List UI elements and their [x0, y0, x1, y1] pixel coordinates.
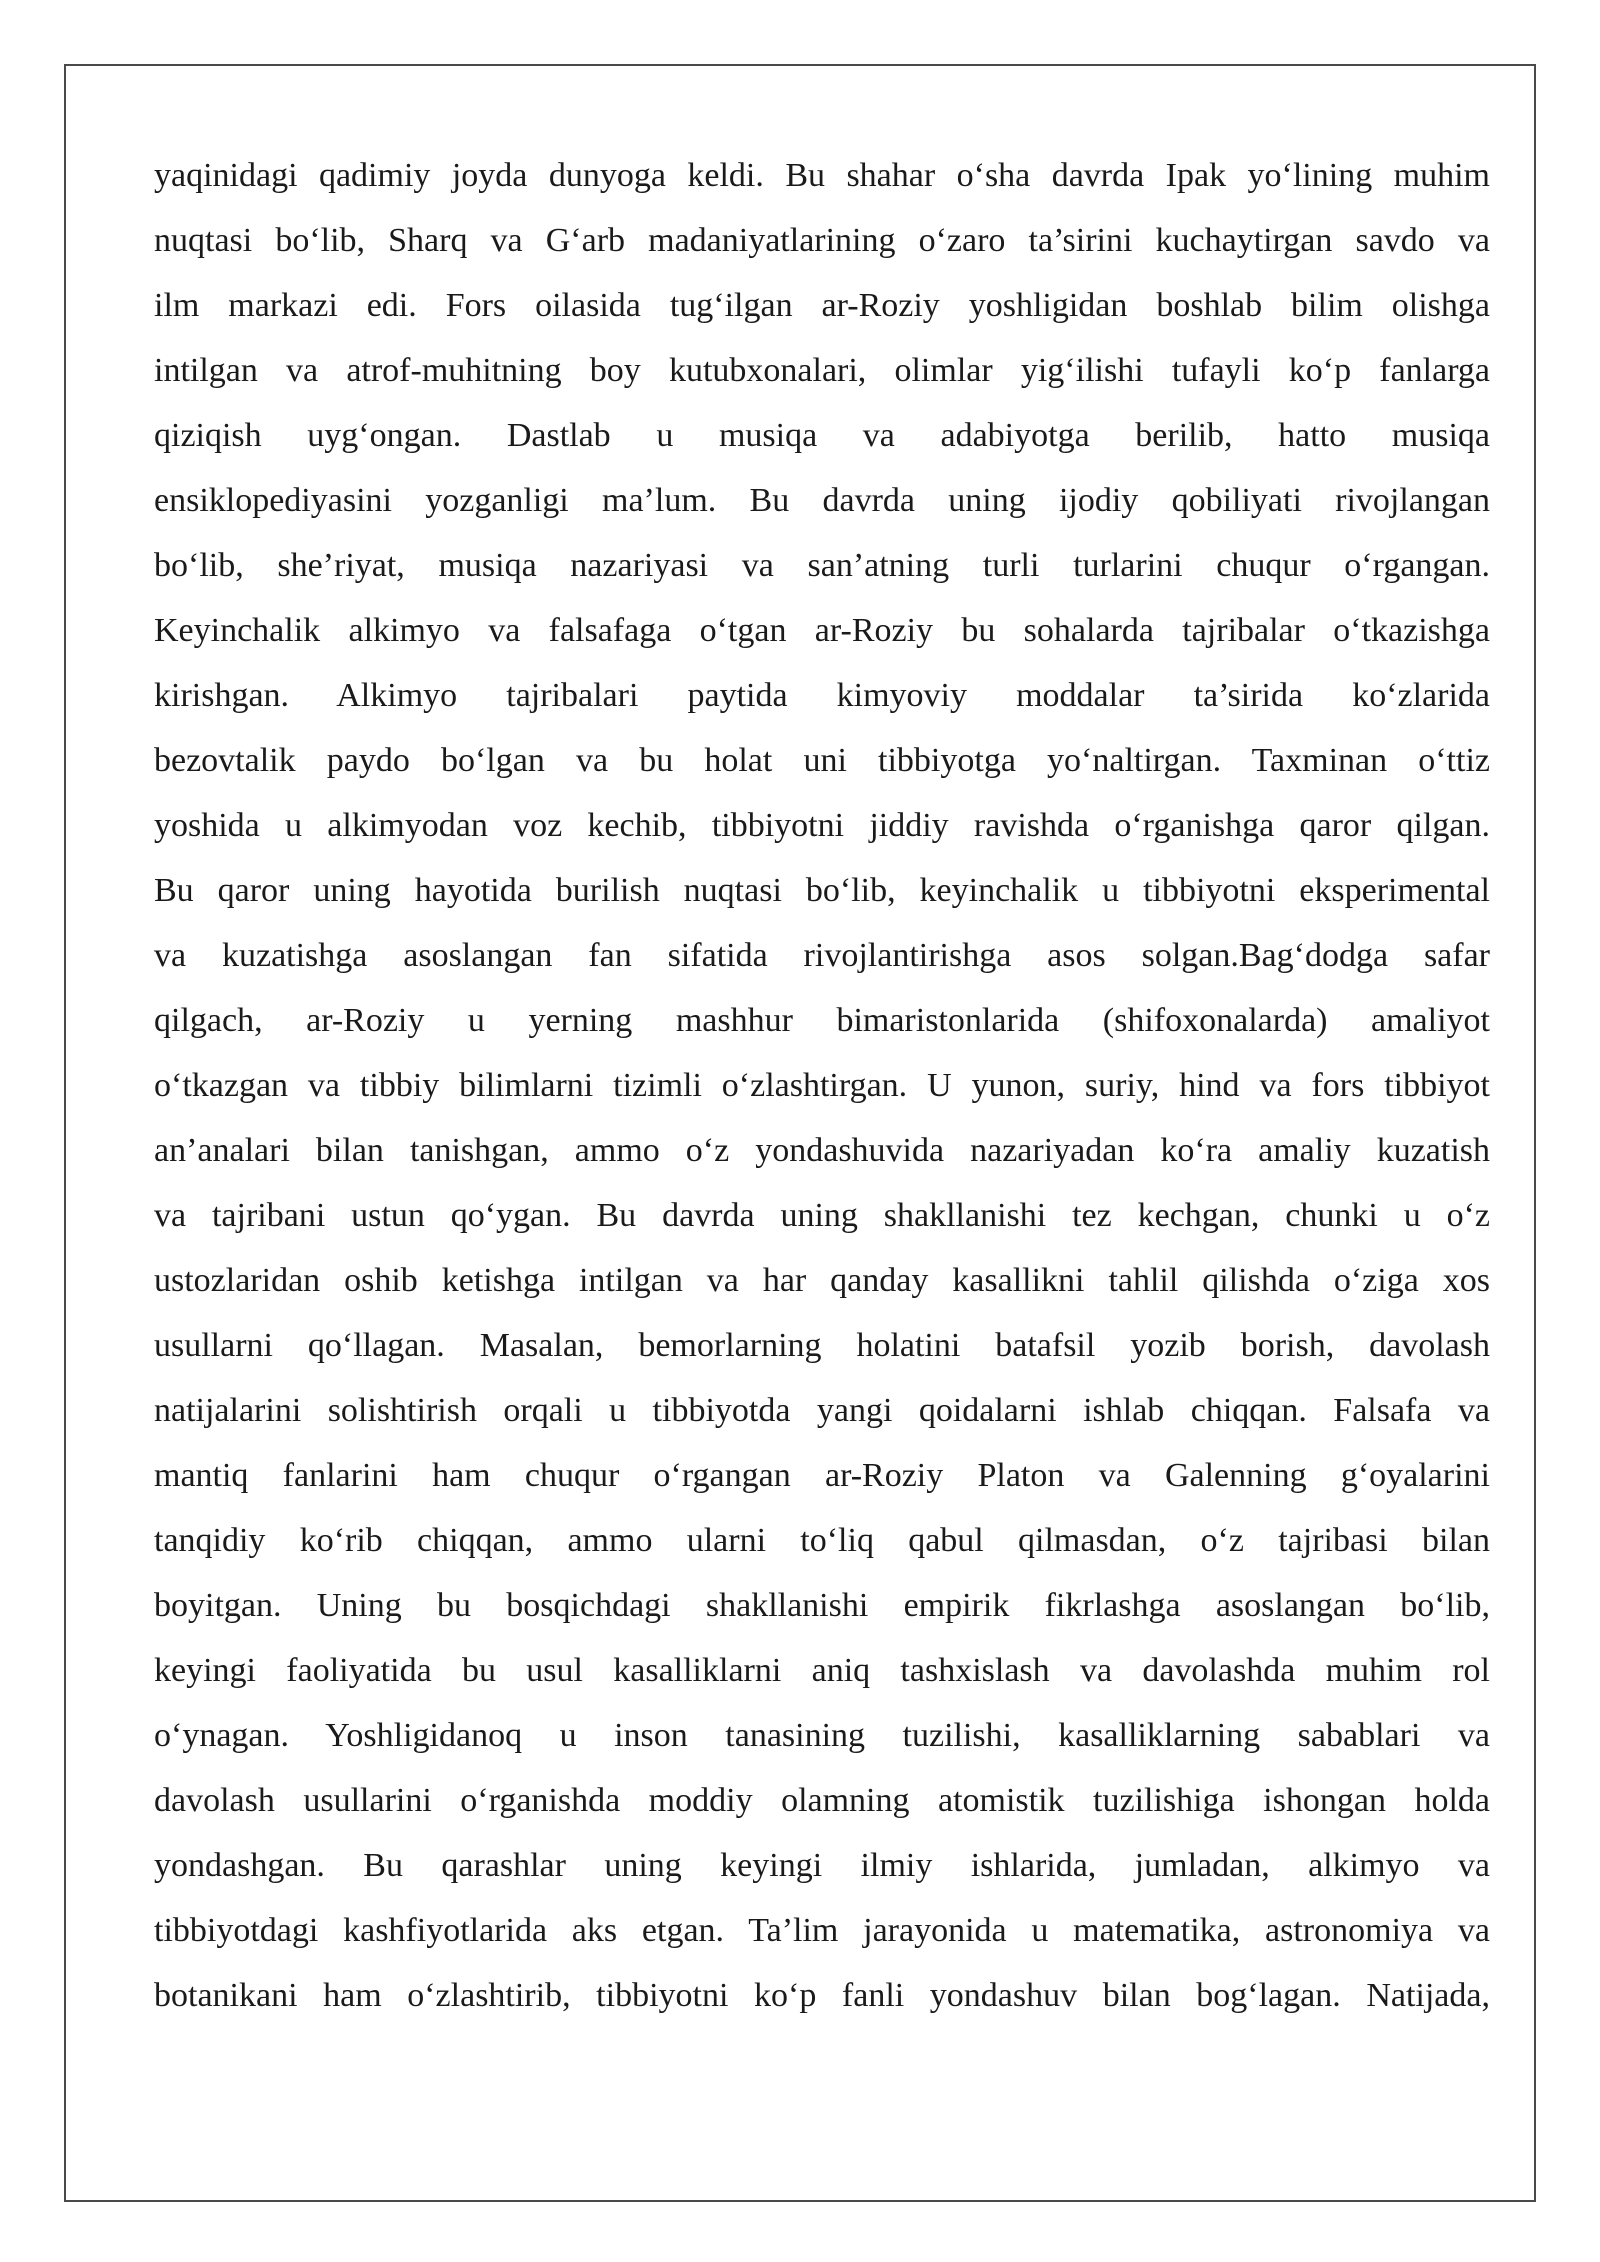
text-line: an’analari bilan tanishgan, ammo o‘z yondashuvida nazariyadan ko‘ra amaliy kuzatish: [154, 1132, 1490, 1169]
text-line: bezovtalik paydo bo‘lgan va bu holat uni tibbiyotga yo‘naltirgan. Taxminan o‘ttiz: [154, 742, 1490, 779]
text-line: o‘tkazgan va tibbiy bilimlarni tizimli o‘zlashtirgan. U yunon, suriy, hind va fors tibbiyot: [154, 1067, 1490, 1104]
text-line: intilgan va atrof-muhitning boy kutubxonalari, olimlar yig‘ilishi tufayli ko‘p fanlarga: [154, 352, 1490, 389]
text-line: boyitgan. Uning bu bosqichdagi shakllanishi empirik fikrlashga asoslangan bo‘lib,: [154, 1587, 1490, 1624]
text-line: mantiq fanlarini ham chuqur o‘rgangan ar-Roziy Platon va Galenning g‘oyalarini: [154, 1457, 1490, 1494]
text-line: botanikani ham o‘zlashtirib, tibbiyotni ko‘p fanli yondashuv bilan bog‘lagan. Natijada,: [154, 1977, 1490, 2014]
text-line: nuqtasi bo‘lib, Sharq va G‘arb madaniyatlarining o‘zaro ta’sirini kuchaytirgan savdo va: [154, 222, 1490, 259]
text-line: va kuzatishga asoslangan fan sifatida rivojlantirishga asos solgan.Bag‘dodga safar: [154, 937, 1490, 974]
text-line: keyingi faoliyatida bu usul kasalliklarni aniq tashxislash va davolashda muhim rol: [154, 1652, 1490, 1689]
text-line: Keyinchalik alkimyo va falsafaga o‘tgan ar-Roziy bu sohalarda tajribalar o‘tkazishga: [154, 612, 1490, 649]
text-line: ilm markazi edi. Fors oilasida tug‘ilgan ar-Roziy yoshligidan boshlab bilim olishga: [154, 287, 1490, 324]
text-line: yaqinidagi qadimiy joyda dunyoga keldi. Bu shahar o‘sha davrda Ipak yo‘lining muhim: [154, 157, 1490, 194]
text-line: natijalarini solishtirish orqali u tibbiyotda yangi qoidalarni ishlab chiqqan. Falsafa va: [154, 1392, 1490, 1429]
text-line: yoshida u alkimyodan voz kechib, tibbiyotni jiddiy ravishda o‘rganishga qaror qilgan.: [154, 807, 1490, 844]
text-line: ustozlaridan oshib ketishga intilgan va har qanday kasallikni tahlil qilishda o‘ziga xos: [154, 1262, 1490, 1299]
body-text: [154, 146, 1490, 2031]
text-line: o‘ynagan. Yoshligidanoq u inson tanasining tuzilishi, kasalliklarning sabablari va: [154, 1717, 1490, 1754]
text-line: usullarni qo‘llagan. Masalan, bemorlarning holatini batafsil yozib borish, davolash: [154, 1327, 1490, 1364]
text-line: tanqidiy ko‘rib chiqqan, ammo ularni to‘liq qabul qilmasdan, o‘z tajribasi bilan: [154, 1522, 1490, 1559]
text-line: va tajribani ustun qo‘ygan. Bu davrda uning shakllanishi tez kechgan, chunki u o‘z: [154, 1197, 1490, 1234]
text-line: qiziqish uyg‘ongan. Dastlab u musiqa va adabiyotga berilib, hatto musiqa: [154, 417, 1490, 454]
text-line: bo‘lib, she’riyat, musiqa nazariyasi va san’atning turli turlarini chuqur o‘rgangan.: [154, 547, 1490, 584]
text-line: yondashgan. Bu qarashlar uning keyingi ilmiy ishlarida, jumladan, alkimyo va: [154, 1847, 1490, 1884]
text-line: tibbiyotdagi kashfiyotlarida aks etgan. Ta’lim jarayonida u matematika, astronomiya va: [154, 1912, 1490, 1949]
text-line: ensiklopediyasini yozganligi ma’lum. Bu davrda uning ijodiy qobiliyati rivojlangan: [154, 482, 1490, 519]
text-line: kirishgan. Alkimyo tajribalari paytida kimyoviy moddalar ta’sirida ko‘zlarida: [154, 677, 1490, 714]
text-line: davolash usullarini o‘rganishda moddiy olamning atomistik tuzilishiga ishongan holda: [154, 1782, 1490, 1819]
text-line: Bu qaror uning hayotida burilish nuqtasi bo‘lib, keyinchalik u tibbiyotni eksperimental: [154, 872, 1490, 909]
text-line: qilgach, ar-Roziy u yerning mashhur bimaristonlarida (shifoxonalarda) amaliyot: [154, 1002, 1490, 1039]
